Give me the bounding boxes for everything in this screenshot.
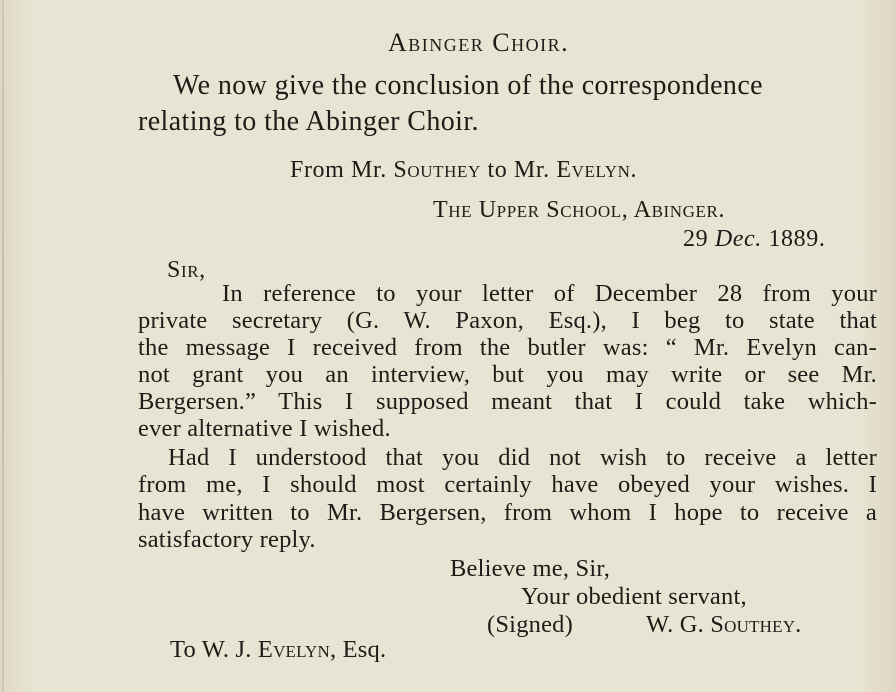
date-month: Dec. — [714, 226, 762, 252]
from-middle: to Mr. — [480, 157, 557, 183]
para1-line-4: not grant you an interview, but you may write or see Mr. — [138, 361, 877, 388]
address-line: The Upper School, Abinger. — [433, 197, 726, 223]
para1-line-5: Bergersen.” This I supposed meant that I could take which- — [138, 388, 877, 415]
date-year: 1889. — [761, 226, 826, 252]
from-recipient: Evelyn. — [556, 157, 638, 183]
para1-line-6: ever alternative I wished. — [138, 415, 391, 442]
date-line — [683, 226, 825, 253]
article-title: Abinger Choir. — [388, 28, 570, 57]
addressee-line — [170, 636, 386, 664]
para2-line-2: from me, I should most certainly have obeyed your wishes. I — [138, 471, 877, 498]
para2-line-4: satisfactory reply. — [138, 526, 316, 553]
date-day: 29 — [683, 226, 715, 252]
para1-line-1: In reference to your letter of December 28 from your — [222, 280, 877, 307]
closing-line-2: Your obedient servant, — [521, 583, 747, 610]
closing-line-1: Believe me, Sir, — [450, 555, 611, 582]
para1-line-3: the message I received from the butler was: “ Mr. Evelyn can- — [138, 334, 877, 361]
from-line — [290, 157, 637, 184]
intro-line-2: relating to the Abinger Choir. — [138, 106, 479, 137]
salutation: Sir, — [167, 257, 206, 283]
from-prefix: From Mr. — [290, 157, 394, 183]
addressee-name: Evelyn — [257, 636, 330, 663]
intro-line-1: We now give the conclusion of the correspondence — [173, 70, 763, 101]
signature-name: W. G. Southey. — [646, 611, 802, 638]
para1-line-2: private secretary (G. W. Paxon, Esq.), I beg to state that — [138, 307, 877, 334]
signed-label: (Signed) — [487, 611, 573, 638]
addressee-prefix: To W. J. — [170, 636, 258, 663]
para2-line-3: have written to Mr. Bergersen, from whom I hope to receive a — [138, 499, 877, 526]
from-sender: Southey — [393, 157, 481, 183]
para2-line-1: Had I understood that you did not wish to receive a letter — [168, 444, 877, 471]
page-edge — [2, 0, 4, 692]
addressee-suffix: , Esq. — [329, 636, 387, 663]
